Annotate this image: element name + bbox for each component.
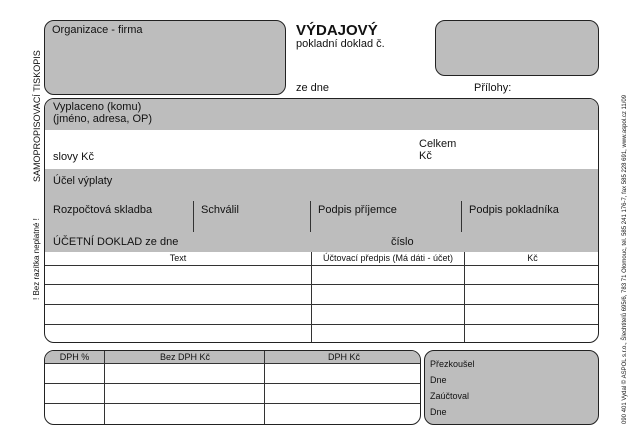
document-number-box[interactable] xyxy=(435,20,599,76)
vat-header-row xyxy=(45,351,421,364)
paid-to-label: Vyplaceno (komu) xyxy=(53,101,142,113)
total-currency-label: Kč xyxy=(419,150,432,162)
table-row[interactable] xyxy=(45,324,599,325)
paid-to-detail-label: (jméno, adresa, OP) xyxy=(53,113,153,125)
attachments-label: Přílohy: xyxy=(474,82,512,94)
posted-date-label: Dne xyxy=(430,407,447,417)
column-posting: Účtovací předpis (Má dáti - účet) xyxy=(322,253,454,263)
accounting-header-row[interactable] xyxy=(45,232,599,253)
amount-words-label: slovy Kč xyxy=(53,151,94,163)
posted-by-label: Zaúčtoval xyxy=(430,391,470,401)
vat-col-base: Bez DPH Kč xyxy=(159,352,210,362)
paid-to-row[interactable] xyxy=(45,99,599,131)
vat-col-rate: DPH % xyxy=(59,352,90,362)
checked-date-label: Dne xyxy=(430,375,447,385)
signatures-row xyxy=(45,201,599,233)
vat-col-tax: DPH Kč xyxy=(327,352,360,362)
date-label: ze dne xyxy=(296,82,330,94)
document-title: VÝDAJOVÝ xyxy=(296,22,378,39)
purpose-label: Účel výplaty xyxy=(53,175,113,187)
accounting-date-label: ÚČETNÍ DOKLAD ze dne xyxy=(53,236,179,248)
vat-row[interactable] xyxy=(45,403,421,404)
side-text-publisher: 090 401 Vydal © ASPOL s.r.o., Šlechtitelů 695/6, 783 71 Olomouc, tel. 585 241 176-7, fax 585 228 691, www.aspol.cz 11/09 xyxy=(622,94,628,424)
signature-recipient[interactable]: Podpis příjemce xyxy=(318,204,397,216)
amount-row[interactable] xyxy=(45,130,599,170)
signature-cashier[interactable]: Podpis pokladníka xyxy=(469,204,559,216)
signature-budget[interactable]: Rozpočtová skladba xyxy=(53,204,153,216)
organization-box[interactable] xyxy=(44,20,286,95)
verification-box[interactable] xyxy=(424,350,599,425)
vat-box xyxy=(44,350,421,425)
purpose-row[interactable] xyxy=(45,169,599,202)
signature-approved[interactable]: Schválil xyxy=(201,204,239,216)
main-form xyxy=(44,98,599,343)
side-text-stamp-warning: ! Bez razítka neplatné ! xyxy=(32,218,41,300)
checked-by-label: Přezkoušel xyxy=(430,359,475,369)
organization-label: Organizace - firma xyxy=(52,24,143,36)
vat-row[interactable] xyxy=(45,383,421,384)
table-row[interactable] xyxy=(45,284,599,285)
total-label: Celkem xyxy=(419,138,457,150)
table-row[interactable] xyxy=(45,304,599,305)
side-text-form-type: SAMOPROPISOVACÍ TISKOPIS xyxy=(32,50,42,182)
accounting-column-headers xyxy=(45,252,599,266)
column-text: Text xyxy=(169,253,187,263)
document-subtitle: pokladní doklad č. xyxy=(296,38,385,50)
accounting-number-label: číslo xyxy=(391,236,414,248)
column-amount: Kč xyxy=(527,253,538,263)
